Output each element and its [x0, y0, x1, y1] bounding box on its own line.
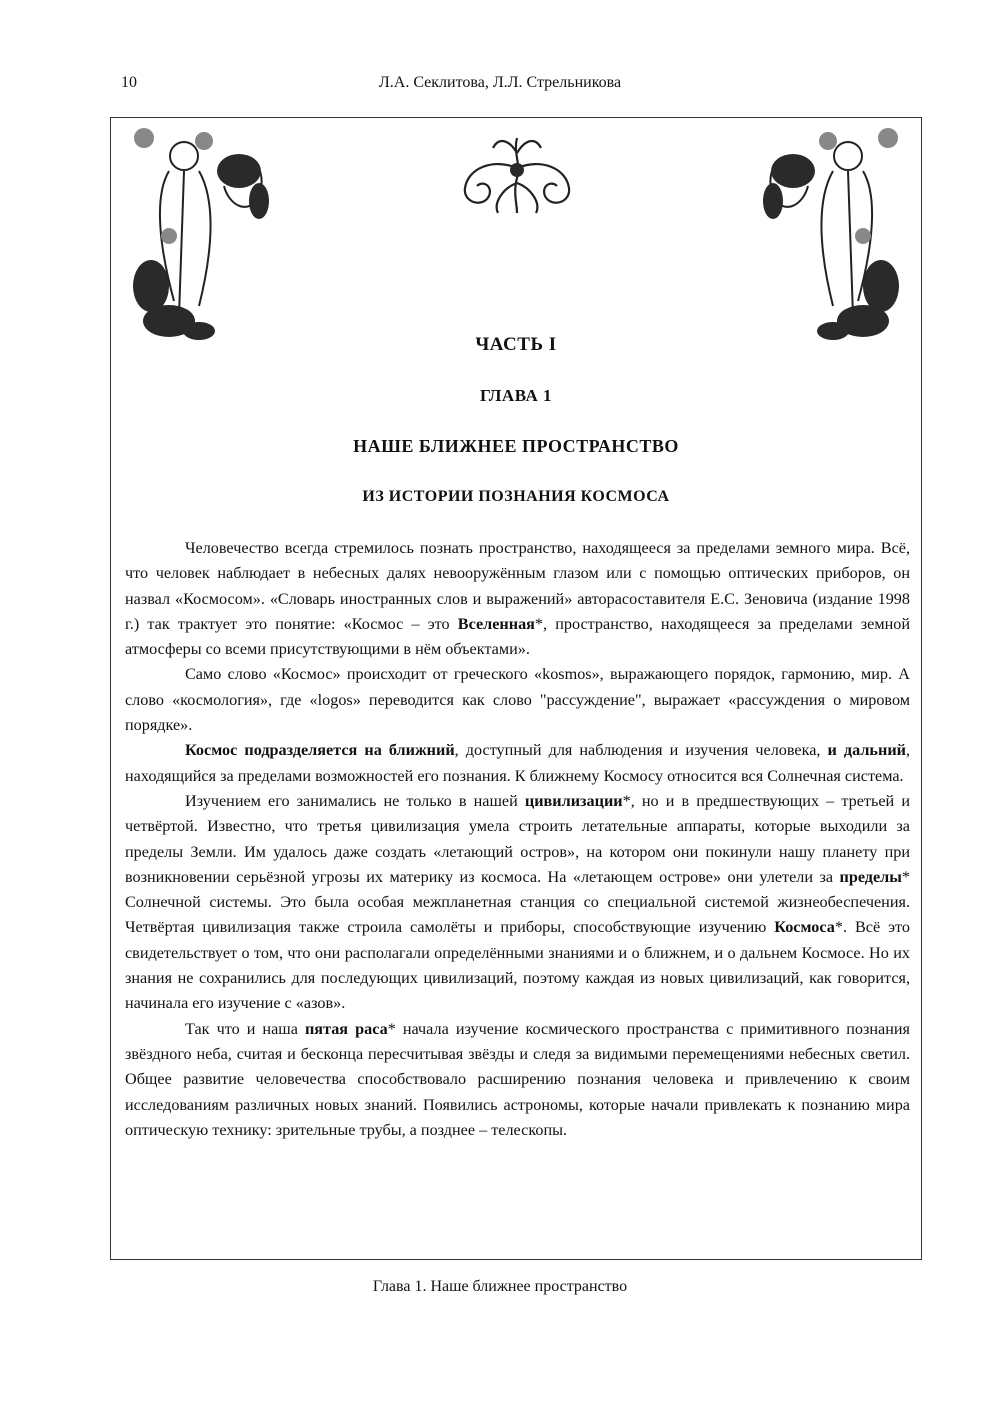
text-frame [110, 117, 922, 1260]
bold-term: Космос подразделяется на ближний [185, 741, 455, 760]
paragraph: Человечество всегда стремилось познать пространство, находящееся за пределами земного мира. Всё, что человек наблюдает в небесных далях невооружённым глазом или с помощью оптических приборов, он назвал «Космосом». «Словарь иностранных слов и выражений» авторасоставителя Е.С. Зеновича (издание 1998 г.) так трактует это понятие: «Космос – это Вселенная*, пространство, находящееся за пределами земной атмосферы со всеми присутствующими в нём объектами». [125, 539, 910, 659]
body-text [125, 536, 910, 1143]
floral-flourish-icon [453, 128, 581, 218]
paragraph: Изучением его занимались не только в нашей цивилизации*, но и в предшествующих – третьей и четвёртой. Известно, что третья цивилизация умела строить летательные аппараты, которые выходили за пределы Земли. Им удалось даже создать «летающий остров», на котором они покинули нашу планету при возникновении серьёзной угрозы их материку из космоса. На «летающем острове» они улетели за пределы* Солнечной системы. Это была особая межпланетная станция со специальной системой жизнеобеспечения. Четвёртая цивилизация также строила самолёты и приборы, способствующие изучению Космоса*. Всё это свидетельствует о том, что они располагали определёнными знаниями и о ближнем, и о дальнем Космосе. Но их знания не сохранились для последующих цивилизаций, поэтому каждая из новых цивилизаций, как говорится, начинала его изучение с «азов». [125, 791, 910, 1013]
angel-rose-corner-icon [129, 126, 279, 341]
section-subtitle: ИЗ ИСТОРИИ ПОЗНАНИЯ КОСМОСА [362, 488, 670, 505]
bold-term: Вселенная [457, 614, 535, 633]
bold-term: цивилизации [524, 791, 623, 810]
page-number: 10 [121, 74, 137, 91]
bold-term: Космоса [774, 918, 835, 937]
chapter-heading: ГЛАВА 1 [480, 386, 552, 405]
footer-caption: Глава 1. Наше ближнее пространство [372, 1278, 628, 1295]
bold-term: пределы [839, 867, 902, 886]
chapter-title: НАШЕ БЛИЖНЕЕ ПРОСТРАНСТВО [353, 436, 679, 456]
paragraph: Так что и наша пятая раса* начала изучение космического пространства с примитивного познания звёздного неба, считая и бесконца пересчитывая звёзды и следя за видимыми перемещениями небесных светил. Общее развитие человечества способствовало расширению познания человека и привлечению к своим исследованиям различных новых знаний. Появились астрономы, которые начали привлекать к познанию мира оптическую технику: зрительные трубы, а позднее – телескопы. [125, 1019, 910, 1139]
bold-term: и дальний [827, 741, 906, 760]
part-heading: ЧАСТЬ I [475, 334, 557, 355]
bold-term: пятая раса [304, 1019, 388, 1038]
paragraph: Космос подразделяется на ближний, доступный для наблюдения и изучения человека, и дальний, находящийся за пределами возможностей его познания. К ближнему Космосу относится вся Солнечная система. [125, 741, 911, 785]
running-head-authors: Л.А. Секлитова, Л.Л. Стрельникова [378, 74, 622, 91]
paragraph: Само слово «Космос» происходит от греческого «kosmos», выражающего порядок, гармонию, мир. А слово «космология», где «logos» переводится как слово "рассуждение", выражает «рассуждения о мировом порядке». [125, 665, 910, 735]
angel-rose-corner-icon [753, 126, 903, 341]
